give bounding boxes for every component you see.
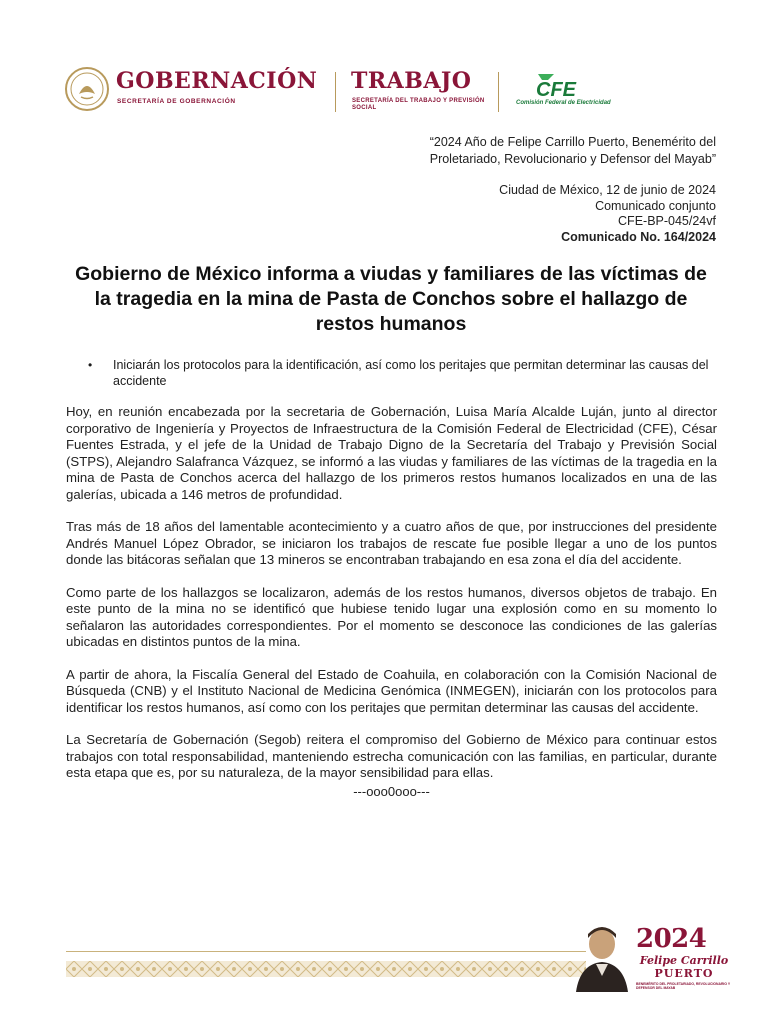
year-motto-line: Proletariado, Revolucionario y Defensor del Mayab” <box>429 152 716 166</box>
footer-surname: PUERTO <box>654 967 714 980</box>
headline: Gobierno de México informa a viudas y familiares de las víctimas de la tragedia en la mina de Pasta de Conchos sobre el hallazgo de restos humanos <box>75 263 707 335</box>
year-motto-line: “2024 Año de Felipe Carrillo Puerto, Benemérito del <box>429 135 716 149</box>
trabajo-logo-title: TRABAJO <box>351 68 472 94</box>
logo-divider <box>335 72 336 112</box>
decorative-pattern-band <box>66 961 586 977</box>
portrait-icon <box>572 920 632 992</box>
communique-meta <box>416 183 716 245</box>
place-date: Ciudad de México, 12 de junio de 2024 <box>499 183 716 197</box>
footer-name-line: Felipe Carrillo <box>639 954 729 967</box>
bullet-item <box>88 357 716 389</box>
logo-divider <box>498 72 499 112</box>
closing-mark: ---ooo0ooo--- <box>353 783 430 799</box>
letterhead <box>64 66 624 118</box>
communique-reference: CFE-BP-045/24vf <box>618 214 716 228</box>
cfe-logo-text: CFE <box>536 79 576 101</box>
cfe-logo-subtitle: Comisión Federal de Electricidad <box>516 100 611 106</box>
gobernacion-logo-title: GOBERNACIÓN <box>116 68 318 94</box>
paragraph: Tras más de 18 años del lamentable acontecimiento y a cuatro años de que, por instrucciones del presidente Andrés Manuel López Obrador, se iniciaron los trabajos de rescate fue posible llegar a uno de los puntos donde las bitácoras señalan que 13 mineros se encontraban trabajando en esa zona el día del accidente. <box>66 519 717 567</box>
communique-number: Comunicado No. 164/2024 <box>561 229 716 244</box>
footer-divider <box>66 951 586 952</box>
cfe-logo-icon <box>516 70 626 114</box>
bullet-text: Iniciarán los protocolos para la identificación, así como los peritajes que permitan determinar las causas del accidente <box>113 358 709 388</box>
footer-year: 2024 <box>636 924 707 954</box>
paragraph: Como parte de los hallazgos se localizaron, además de los restos humanos, diversos objetos de trabajo. En este punto de la mina no se identificó que hubiese tenido lugar una explosión como en su momento lo señalaron las autoridades correspondientes. Por el momento se desconoce las condiciones de las galerías ubicadas en distintos puntos de la mina. <box>66 584 717 649</box>
bullet-icon: • <box>88 358 93 372</box>
summary-bullets <box>88 357 716 389</box>
footer-description: BENEMÉRITO DEL PROLETARIADO, REVOLUCIONARIO Y DEFENSOR DEL MAYAB <box>636 982 731 991</box>
paragraph: La Secretaría de Gobernación (Segob) reitera el compromiso del Gobierno de México para continuar estos trabajos con total responsabilidad, manteniendo estrecha comunicación con las familias, en particular, durante esta etapa que es, por su naturaleza, de la mayor sensibilidad para ellas. <box>66 732 717 780</box>
national-seal-icon <box>64 66 110 112</box>
paragraph: A partir de ahora, la Fiscalía General del Estado de Coahuila, en colaboración con la Comisión Nacional de Búsqueda (CNB) y el Instituto Nacional de Medicina Genómica (INMEGEN), iniciarán con los protocolos para identificar los restos humanos, así como con los peritajes que permitan determinar las causas del accidente. <box>66 666 717 715</box>
body-text <box>66 404 717 816</box>
communique-type: Comunicado conjunto <box>595 198 716 213</box>
year-motto <box>296 134 716 168</box>
paragraph: Hoy, en reunión encabezada por la secretaria de Gobernación, Luisa María Alcalde Luján, junto al director corporativo de Ingeniería y Proyectos de Infraestructura de la Comisión Federal de Electricidad (CFE), César Fuentes Estrada, y el jefe de la Unidad de Trabajo Digno de la Secretaría del Trabajo y Previsión Social (STPS), Alejandro Salafranca Vázquez, se informó a las viudas y familiares de las víctimas de la tragedia en la mina de Pasta de Conchos acerca del hallazgo de los primeros restos humanos localizados en una de las galerías, ubicada a 146 metros de profundidad. <box>66 404 717 502</box>
gobernacion-logo-subtitle: SECRETARÍA DE GOBERNACIÓN <box>117 98 236 105</box>
trabajo-logo-subtitle: SECRETARÍA DEL TRABAJO Y PREVISIÓN SOCIAL <box>352 98 485 111</box>
